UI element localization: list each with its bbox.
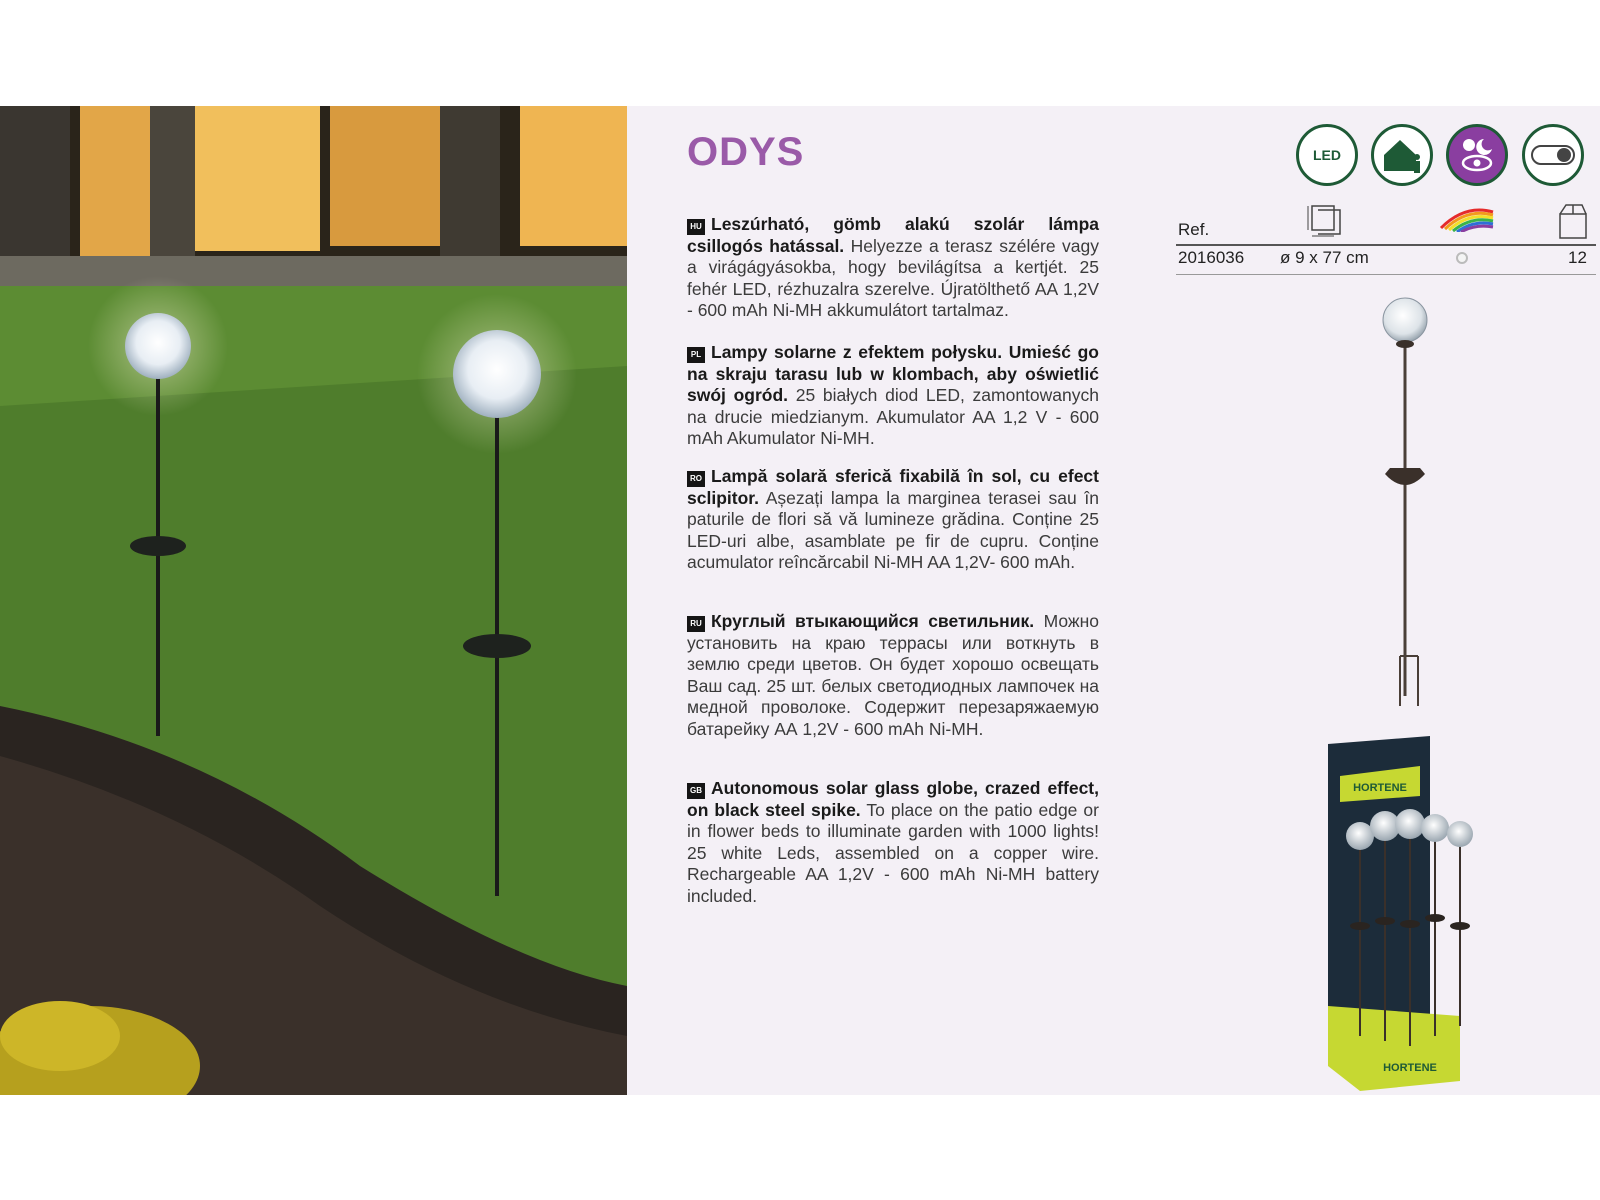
description-text-ro: Așezați lampa la marginea terasei sau în paturile de flori să vă lumineze grădina. Conține 25 LED-uri albe, asamblate pe fir de cupru. Conține acumulator reîncărcabil Ni-MH AA 1,2V- 600 mAh. (687, 487, 1099, 572)
product-lamp-image (1370, 296, 1440, 706)
description-text-hu: Helyezze a terasz szélére vagy a virágágyásokba, hogy bevilágítsa a kertjét. 25 fehér LED, rézhuzalra szerelve. Újratölthető AA 1,2V - 600 mAh Ni-MH akkumulátort tartalmaz. (687, 235, 1099, 320)
description-text-ru: Можно установить на краю террасы или воткнуть в землю среди цветов. Он будет хорошо освещать Ваш сад. 25 шт. белых светодиодных лампочек на медной проволоке. Содержит перезаряжаемую батарейку АА 1,2V - 600 mAh Ni-MH. (687, 611, 1099, 739)
table-divider (1176, 244, 1596, 246)
description-lead-pl: Lampy solarne z efektem połysku. Umieść go na skraju tarasu lub w klombach, aby oświetlić swój ogród. (687, 342, 1099, 405)
description-lead-hu: Leszúrható, gömb alakú szolár lámpa csillogós hatással. (687, 214, 1099, 256)
white-color-dot (1456, 252, 1468, 264)
lifestyle-photo (0, 106, 627, 1095)
sun-moon-eye-icon (1446, 124, 1508, 186)
description-gb (687, 778, 1099, 907)
dimensions-value: ø 9 x 77 cm (1280, 248, 1369, 267)
language-badge-gb: GB (687, 783, 705, 799)
led-badge-icon (1296, 124, 1358, 186)
description-lead-ro: Lampă solară sferică fixabilă în sol, cu efect sclipitor. (687, 466, 1099, 508)
table-bottom-divider (1176, 274, 1596, 275)
description-pl (687, 342, 1099, 450)
display-brand-top: HORTENE (1353, 782, 1407, 794)
display-brand-bottom: HORTENE (1383, 1062, 1437, 1074)
language-badge-ro: RO (687, 471, 705, 487)
rainbow-icon (1437, 202, 1497, 232)
box-icon (1556, 202, 1590, 240)
language-badge-hu: HU (687, 219, 705, 235)
product-title: ODYS (687, 130, 805, 174)
description-lead-ru: Круглый втыкающийся светильник. (711, 611, 1035, 631)
pack-quantity: 12 (1568, 248, 1587, 267)
language-badge-pl: PL (687, 347, 705, 363)
catalog-page (0, 106, 1600, 1095)
retail-display-image (1320, 736, 1500, 1091)
garden-scene-illustration (0, 106, 627, 1095)
description-ru (687, 611, 1099, 740)
language-badge-ru: RU (687, 616, 705, 632)
description-text-gb: To place on the patio edge or in flower beds to illuminate garden with 1000 lights! 25 white Leds, assembled on a copper wire. Rechargeable AA 1,2V - 600 mAh Ni-MH battery included. (687, 799, 1099, 906)
description-text-pl: 25 białych diod LED, zamontowanych na drucie miedzianym. Akumulator AA 1,2 V - 600 mAh Akumulator Ni-MH. (687, 385, 1099, 448)
ref-number: 2016036 (1178, 248, 1245, 267)
on-off-switch-icon (1522, 124, 1584, 186)
house-person-icon (1371, 124, 1433, 186)
description-hu (687, 214, 1099, 322)
dimension-icon (1304, 202, 1346, 238)
description-ro (687, 466, 1099, 574)
led-badge-label: LED (1313, 147, 1341, 163)
description-lead-gb: Autonomous solar glass globe, crazed effect, on black steel spike. (687, 778, 1099, 820)
ref-label: Ref. (1178, 220, 1210, 239)
